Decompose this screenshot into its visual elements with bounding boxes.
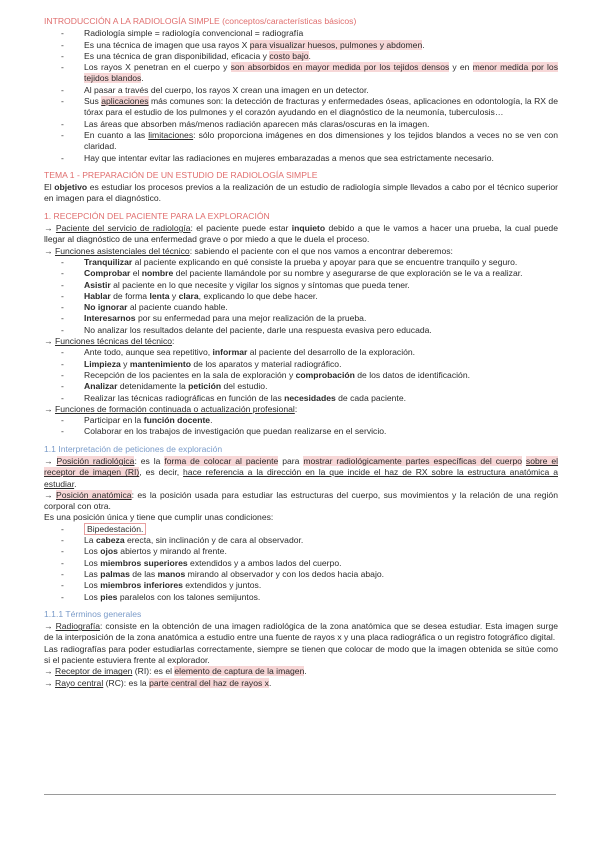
bold-term: Interesarnos bbox=[84, 313, 136, 324]
underlined-term: Paciente del servicio de radiología bbox=[55, 223, 191, 234]
text-run: detenidamente la bbox=[117, 381, 189, 392]
bold-term: Analizar bbox=[84, 381, 118, 392]
list-item bbox=[84, 524, 558, 535]
text-run: más comunes son: la detección de fracturas y enfermedades óseas, aplicaciones en odontología, la RX de tórax para el estudio de los pulmones y el corazón ayudando en el diagnóstico de la neumonía, tuberculosis… bbox=[84, 96, 558, 118]
bold-term: miembros inferiores bbox=[100, 580, 183, 591]
text-run: (RI): es el bbox=[132, 666, 175, 677]
bold-term: lenta bbox=[149, 290, 170, 301]
text-run: . bbox=[308, 50, 311, 61]
text-run: Los bbox=[84, 591, 101, 602]
text-run: Las áreas que absorben más/menos radiación aparecen más claras/oscuras en la imagen. bbox=[84, 118, 430, 129]
text-run: Radiología simple = radiología convencional = radiografía bbox=[84, 28, 304, 39]
bold-term: nombre bbox=[141, 268, 174, 279]
page-bottom-rule bbox=[44, 794, 556, 795]
section-title-intro: INTRODUCCIÓN A LA RADIOLOGÍA SIMPLE (conceptos/características básicos) bbox=[44, 16, 357, 26]
text-run: extendidos y juntos. bbox=[182, 580, 262, 591]
patient-paragraph bbox=[44, 223, 558, 246]
assist-functions-heading bbox=[44, 246, 558, 257]
text-run: . bbox=[422, 39, 425, 50]
list-item bbox=[84, 96, 558, 119]
bold-term: cabeza bbox=[95, 535, 125, 546]
list-item bbox=[84, 291, 558, 302]
text-run: En cuanto a las bbox=[84, 129, 149, 140]
list-item bbox=[84, 119, 558, 130]
bold-term: Hablar bbox=[84, 290, 111, 301]
underlined-term: Receptor de imagen bbox=[54, 666, 133, 677]
underlined-term: Rayo central bbox=[54, 677, 104, 688]
text-run: Es una técnica de gran disponibilidad, eficacia y bbox=[84, 50, 270, 61]
text-run: de los datos de identificación. bbox=[354, 369, 470, 380]
text-run: por su enfermedad para una mejor realización de la prueba. bbox=[135, 313, 367, 324]
text-run: erecta, sin inclinación y de cara al observador. bbox=[124, 535, 304, 546]
tema-objective bbox=[44, 182, 558, 205]
text-run: al paciente explicando en qué consiste la prueba y apoyar para que se encuentre tranquilo y seguro. bbox=[132, 256, 518, 267]
text-run: → bbox=[44, 245, 55, 256]
text-run: extendidos y a ambos lados del cuerpo. bbox=[187, 557, 342, 568]
list-item bbox=[84, 393, 558, 404]
text-run: al paciente del desarrollo de la exploración. bbox=[247, 347, 416, 358]
bold-term: clara bbox=[178, 290, 199, 301]
list-item bbox=[84, 558, 558, 569]
underlined-term: hace referencia a la dirección en la que incide el haz de RX sobre la estructura anatómica a estudiar bbox=[44, 467, 558, 489]
text-run: → bbox=[44, 403, 55, 414]
text-run: y bbox=[120, 358, 130, 369]
underlined-term: limitaciones bbox=[148, 129, 194, 140]
list-item bbox=[84, 381, 558, 392]
bold-term: inquieto bbox=[291, 223, 326, 234]
list-item bbox=[84, 302, 558, 313]
text-run: mirando al observador y con los dedos hacia abajo. bbox=[185, 568, 385, 579]
bold-term: necesidades bbox=[284, 392, 336, 403]
anatomical-position-paragraph bbox=[44, 490, 558, 513]
text-run: No analizar los resultados delante del paciente, darle una respuesta evasiva pero educada. bbox=[84, 324, 432, 335]
list-item bbox=[84, 426, 558, 437]
text-run: Los rayos X penetran en el cuerpo y bbox=[84, 62, 231, 73]
text-run: Es una técnica de imagen que usa rayos X bbox=[84, 39, 250, 50]
bold-term: comprobación bbox=[295, 369, 355, 380]
highlighted-text: son absorbidos en mayor medida por los tejidos densos bbox=[230, 62, 450, 73]
text-run: Las bbox=[84, 568, 101, 579]
text-run: El bbox=[44, 182, 55, 193]
highlighted-text: para visualizar huesos, pulmones y abdomen bbox=[249, 39, 423, 50]
list-item bbox=[84, 580, 558, 591]
training-functions-list bbox=[44, 415, 558, 438]
text-run: Los bbox=[84, 557, 101, 568]
text-run: es estudiar los procesos previos a la realización de un estudio de radiología simple llevados a cabo por el técnico superior en imagen para el diagnóstico. bbox=[44, 182, 558, 204]
list-item bbox=[84, 153, 558, 164]
text-run: → bbox=[44, 223, 56, 234]
text-run: La bbox=[84, 535, 96, 546]
bold-term: informar bbox=[212, 347, 248, 358]
list-item bbox=[84, 359, 558, 370]
text-run: → bbox=[44, 489, 57, 500]
bold-term: miembros superiores bbox=[100, 557, 188, 568]
assist-functions-list bbox=[44, 257, 558, 336]
bold-term: objetivo bbox=[54, 182, 88, 193]
section-title-recepcion: 1. RECEPCIÓN DEL PACIENTE PARA LA EXPLORACIÓN bbox=[44, 210, 270, 221]
bold-term: Asistir bbox=[84, 279, 111, 290]
list-item bbox=[84, 85, 558, 96]
text-run: paralelos con los talones semijuntos. bbox=[117, 591, 261, 602]
list-item bbox=[84, 569, 558, 580]
list-item bbox=[84, 40, 558, 51]
text-run: abiertos y mirando al frente. bbox=[117, 546, 227, 557]
conditions-list bbox=[44, 524, 558, 603]
text-run: : sabiendo el paciente con el que nos vamos a encontrar deberemos: bbox=[189, 245, 453, 256]
list-item bbox=[84, 51, 558, 62]
image-receptor-paragraph bbox=[44, 666, 558, 677]
text-run: → bbox=[44, 336, 55, 347]
text-run: . bbox=[141, 73, 144, 84]
list-item bbox=[84, 347, 558, 358]
bold-term: ojos bbox=[100, 546, 118, 557]
section-title-terminos: 1.1.1 Términos generales bbox=[44, 608, 142, 619]
bold-term: No ignorar bbox=[84, 302, 128, 313]
highlighted-term: Posición radiológica bbox=[56, 455, 135, 466]
list-item bbox=[84, 130, 558, 153]
text-run: , explicando lo que debe hacer. bbox=[198, 290, 318, 301]
list-item bbox=[84, 325, 558, 336]
text-run: de cada paciente. bbox=[335, 392, 406, 403]
text-run: Al pasar a través del cuerpo, los rayos X crean una imagen en un detector. bbox=[84, 84, 369, 95]
list-item bbox=[84, 546, 558, 557]
highlighted-text: menor medida por los tejidos blandos bbox=[84, 62, 559, 84]
text-run: : es la posición usada para estudiar las estructuras del cuerpo, sus movimientos y la relación de una región corporal con otra. bbox=[44, 489, 558, 512]
radiography-paragraph bbox=[44, 621, 558, 644]
technical-functions-list bbox=[44, 347, 558, 403]
radiological-position-paragraph bbox=[44, 456, 558, 490]
text-run: Es una posición única y tiene que cumplir unas condiciones: bbox=[44, 512, 274, 523]
highlighted-term: Posición anatómica bbox=[56, 489, 132, 500]
highlighted-text: mostrar radiológicamente partes específicas del cuerpo bbox=[303, 455, 523, 466]
text-run: → bbox=[44, 621, 56, 632]
text-run: del paciente llamándole por su nombre y asegurarse de que exploración se le va a realizar. bbox=[173, 268, 523, 279]
list-item bbox=[84, 257, 558, 268]
list-item bbox=[84, 535, 558, 546]
text-run: → bbox=[44, 677, 55, 688]
list-item bbox=[84, 268, 558, 279]
text-run: Los bbox=[84, 546, 101, 557]
list-item bbox=[84, 62, 558, 85]
highlighted-text: parte central del haz de rayos x bbox=[149, 677, 269, 688]
text-run: Sus bbox=[84, 96, 102, 107]
technical-functions-heading bbox=[44, 336, 558, 347]
highlighted-text: elemento de captura de la imagen bbox=[174, 666, 305, 677]
underlined-term: Radiografía bbox=[55, 621, 100, 632]
text-run: Participar en la bbox=[84, 415, 144, 426]
central-ray-paragraph bbox=[44, 678, 558, 689]
bold-term: mantenimiento bbox=[129, 358, 191, 369]
highlighted-text: forma de colocar al paciente bbox=[164, 455, 279, 466]
underlined-term: Funciones asistenciales del técnico bbox=[54, 245, 190, 256]
text-run: Realizar las técnicas radiográficas en función de las bbox=[84, 392, 285, 403]
text-run: , es decir, bbox=[139, 467, 184, 478]
text-run: al paciente cuando hable. bbox=[127, 302, 228, 313]
text-run: y bbox=[169, 290, 179, 301]
text-run: : consiste en la obtención de una imagen radiológica de la zona anatómica que se desea estudiar. Esta imagen surge de la interposición de la zona anatómica a estudio entre una fuente de rayos x y una placa radiográfica o un registro fotográfico digital. bbox=[44, 621, 559, 643]
text-run: del estudio. bbox=[221, 381, 268, 392]
document bbox=[44, 16, 558, 689]
text-run: Ante todo, aunque sea repetitivo, bbox=[84, 347, 213, 358]
bold-term: palmas bbox=[100, 568, 130, 579]
text-run: . bbox=[74, 478, 77, 489]
section-title-tema: TEMA 1 - PREPARACIÓN DE UN ESTUDIO DE RADIOLOGÍA SIMPLE bbox=[44, 169, 318, 180]
highlighted-term: aplicaciones bbox=[101, 96, 149, 107]
list-item bbox=[84, 415, 558, 426]
text-run: y en bbox=[449, 62, 473, 73]
bold-term: función docente bbox=[143, 415, 211, 426]
bold-term: pies bbox=[100, 591, 118, 602]
text-run: . bbox=[268, 677, 272, 688]
highlighted-term: sobre el receptor de imagen (RI) bbox=[44, 455, 559, 478]
text-run: : sólo proporciona imágenes en dos dimensiones y los tejidos blandos a veces no se ven con claridad. bbox=[84, 129, 558, 152]
text-run: Recepción de los pacientes en la sala de exploración y bbox=[84, 369, 296, 380]
text-run: → bbox=[44, 455, 57, 466]
section-title-interpretacion: 1.1 Interpretación de peticiones de exploración bbox=[44, 443, 223, 454]
text-run: : es la bbox=[134, 455, 165, 466]
text-run: : bbox=[294, 403, 298, 414]
text-run: : bbox=[172, 336, 175, 347]
text-run: de las bbox=[129, 568, 158, 579]
underlined-term: Funciones técnicas del técnico bbox=[54, 336, 173, 347]
text-run: Colaborar en los trabajos de investigación que puedan realizarse en el servicio. bbox=[84, 426, 387, 437]
bold-term: manos bbox=[157, 568, 186, 579]
text-run: de los aparatos y material radiográfico. bbox=[190, 358, 342, 369]
text-run: : el paciente puede estar bbox=[190, 223, 292, 234]
bold-term: Tranquilizar bbox=[84, 256, 133, 267]
list-item bbox=[84, 280, 558, 291]
text-run: . bbox=[304, 666, 307, 677]
list-item bbox=[84, 370, 558, 381]
bold-term: Limpieza bbox=[84, 358, 121, 369]
text-run: para bbox=[278, 455, 304, 466]
list-item bbox=[84, 313, 558, 324]
text-run: Las radiografías para poder estudiarlas correctamente, siempre se tienen que colocar de modo que la imagen obtenida se sitúe como si el paciente estuviera frente al explorador. bbox=[44, 643, 558, 666]
training-functions-heading bbox=[44, 404, 558, 415]
underlined-term: Funciones de formación continuada o actualización profesional bbox=[54, 403, 295, 414]
list-item bbox=[84, 592, 558, 603]
text-run: Los bbox=[84, 580, 101, 591]
bold-term: Comprobar bbox=[84, 268, 131, 279]
text-run: Hay que intentar evitar las radiaciones en mujeres embarazadas a menos que sea estrictamente necesario. bbox=[84, 152, 494, 163]
text-run: de forma bbox=[110, 290, 150, 301]
radiography-orientation-paragraph bbox=[44, 644, 558, 667]
text-run: debido a que le vamos a hacer una prueba, la cual puede llegar al diagnóstico de una enfermedad grave o por miedo a que le duela el proceso. bbox=[44, 223, 558, 245]
text-run: el bbox=[130, 268, 142, 279]
bold-term: petición bbox=[188, 381, 222, 392]
highlighted-text: costo bajo bbox=[269, 50, 309, 61]
list-item bbox=[84, 28, 558, 39]
text-run: al paciente en lo que necesite y vigilar los signos y síntomas que pueda tener. bbox=[110, 279, 410, 290]
text-run: (RC): es la bbox=[103, 677, 150, 688]
text-run: . bbox=[210, 415, 213, 426]
boxed-term: Bipedestación. bbox=[84, 523, 146, 535]
intro-list bbox=[44, 28, 558, 164]
text-run: → bbox=[44, 666, 55, 677]
